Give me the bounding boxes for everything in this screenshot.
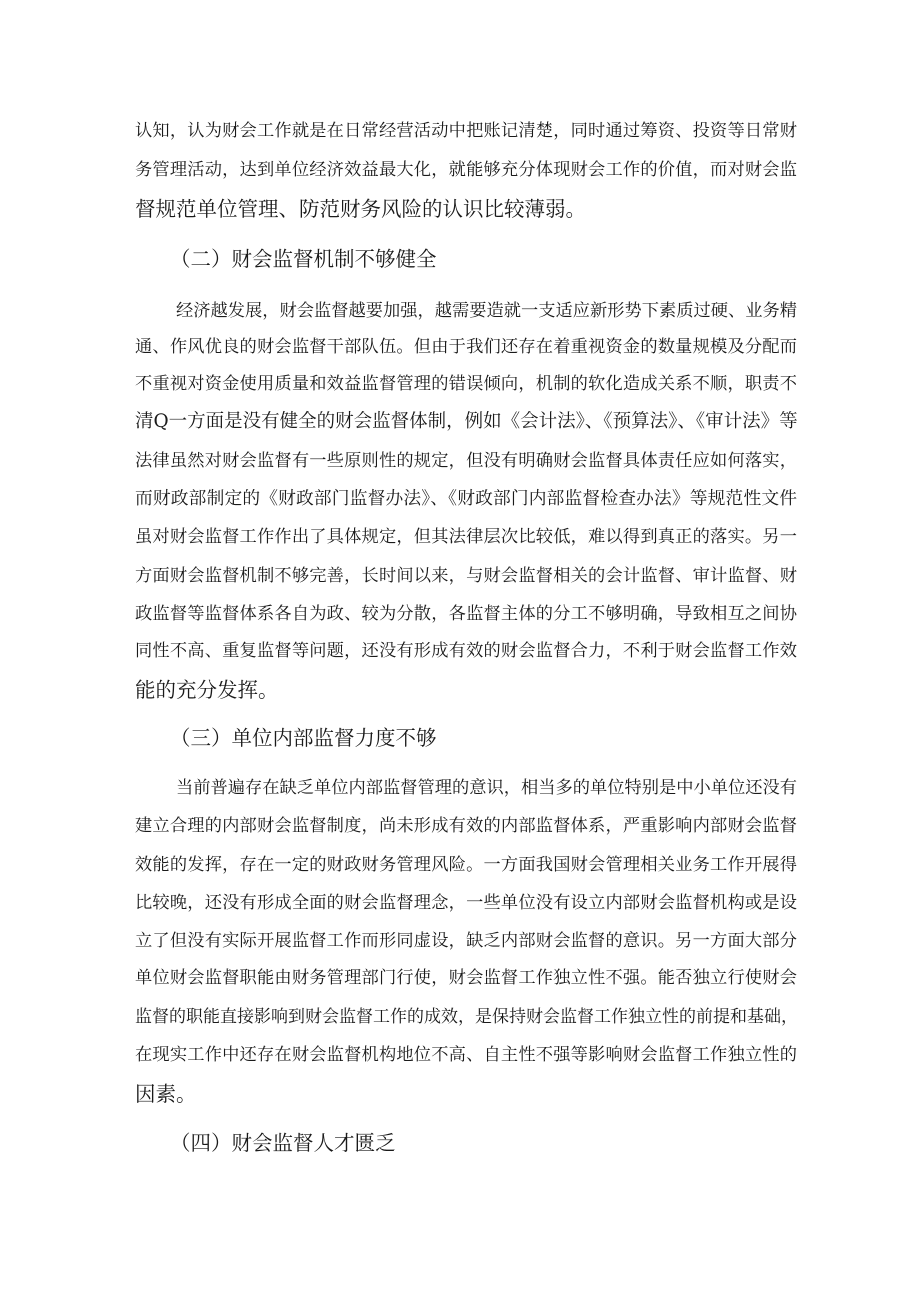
paragraph-2-line-9: 政监督等监督体系各自为政、较为分散，各监督主体的分工不够明确，导致相互之间协 — [135, 604, 797, 624]
paragraph-2-line-8: 方面财会监督机制不够完善，长时间以来，与财会监督相关的会计监督、审计监督、财 — [135, 566, 797, 586]
paragraph-2-line-7: 虽对财会监督工作作出了具体规定，但其法律层次比较低，难以得到真正的落实。另一 — [135, 527, 797, 547]
section-heading-2: （二）财会监督机制不够健全 — [170, 247, 437, 271]
paragraph-2-line-10: 同性不高、重复监督等问题，还没有形成有效的财会监督合力，不利于财会监督工作效 — [135, 641, 797, 661]
paragraph-1-line-1: 认知，认为财会工作就是在日常经营活动中把账记清楚，同时通过筹资、投资等日常财 — [135, 121, 797, 141]
paragraph-3-line-8: 在现实工作中还存在财会监督机构地位不高、自主性不强等影响财会监督工作独立性的 — [135, 1045, 797, 1065]
paragraph-2-line-1: 经济越发展，财会监督越要加强，越需要造就一支适应新形势下素质过硬、业务精 — [176, 301, 798, 321]
paragraph-2-line-3: 不重视对资金使用质量和效益监督管理的错误倾向，机制的软化造成关系不顺，职责不 — [135, 374, 797, 394]
paragraph-1-line-2: 务管理活动，达到单位经济效益最大化，就能够充分体现财会工作的价值，而对财会监 — [135, 160, 797, 180]
section-heading-4: （四）财会监督人才匮乏 — [170, 1131, 396, 1155]
paragraph-2-line-2: 通、作风优良的财会监督干部队伍。但由于我们还存在着重视资金的数量规模及分配而 — [135, 337, 797, 357]
section-heading-3: （三）单位内部监督力度不够 — [170, 726, 437, 750]
paragraph-3-line-5: 立了但没有实际开展监督工作而形同虚设，缺乏内部财会监督的意识。另一方面大部分 — [135, 931, 797, 951]
paragraph-2-line-11: 能的充分发挥。 — [135, 678, 279, 702]
paragraph-3-line-1: 当前普遍存在缺乏单位内部监督管理的意识，相当多的单位特别是中小单位还没有 — [176, 778, 798, 798]
paragraph-3-line-6: 单位财会监督职能由财务管理部门行使，财会监督工作独立性不强。能否独立行使财会 — [135, 968, 797, 988]
paragraph-2-line-6: 而财政部制定的《财政部门监督办法》、《财政部门内部监督检查办法》等规范性文件 — [135, 489, 797, 509]
paragraph-2-line-4: 清Q一方面是没有健全的财会监督体制，例如《会计法》、《预算法》、《审计法》等 — [135, 411, 798, 432]
paragraph-3-line-4: 比较晚，还没有形成全面的财会监督理念，一些单位没有设立内部财会监督机构或是设 — [135, 893, 797, 913]
paragraph-2-line-5: 法律虽然对财会监督有一些原则性的规定，但没有明确财会监督具体责任应如何落实， — [135, 451, 797, 471]
paragraph-3-line-3: 效能的发挥，存在一定的财政财务管理风险。一方面我国财会管理相关业务工作开展得 — [135, 855, 797, 875]
paragraph-3-line-9: 因素。 — [135, 1082, 197, 1106]
paragraph-3-line-2: 建立合理的内部财会监督制度，尚未形成有效的内部监督体系，严重影响内部财会监督 — [135, 816, 797, 836]
paragraph-1-line-3: 督规范单位管理、防范财务风险的认识比较薄弱。 — [135, 197, 586, 221]
paragraph-3-line-7: 监督的职能直接影响到财会监督工作的成效，是保持财会监督工作独立性的前提和基础， — [135, 1007, 798, 1027]
